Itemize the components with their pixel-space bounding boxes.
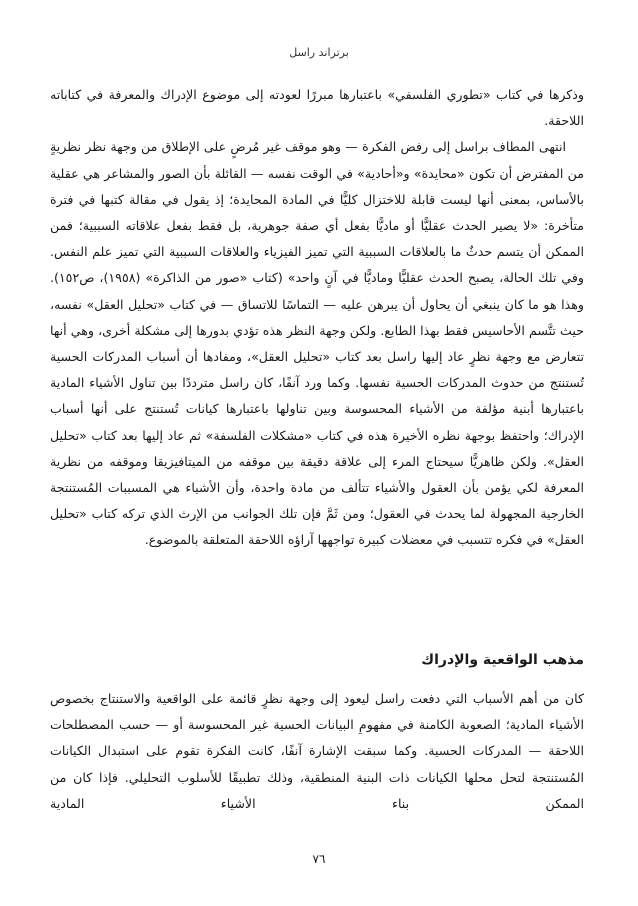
- section-heading: مذهب الواقعية والإدراك: [421, 652, 584, 668]
- section-body: [50, 686, 584, 817]
- section-paragraph: كان من أهم الأسباب التي دفعت راسل ليعود إلى وجهة نظرٍ قائمة على الواقعية والاستنتاج بخصوص الأشياء المادية؛ الصعوبة الكامنة في مفهومِ البيانات الحسية غير المحسوسة أو — حسب المصطلحات اللاحقة — المدركات الحسية. وكما سبقت الإشارة آنفًا، كانت الفكرة تقوم على استبدال الكيانات المُستنتجة لتحل محلها الكيانات ذات البنية المنطقية، وذلك تطبيقًا للأسلوب التحليلي. فإذا كان من الممكن بناء الأشياء المادية: [50, 691, 584, 811]
- paragraph-main: انتهى المطاف براسل إلى رفض الفكرة — وهو موقف غير مُرضٍ على الإطلاق من وجهة نظر نظريةٍ من المفترض أن تكون «محايدة» و«أحادية» في الوقت نفسه — القائلة بأن الصور والمشاعر هي عقلية بالأساس، بمعنى أنها ليست قابلة للاختزال كليًّا في المادة المحايدة؛ إذ يقول في مقالة كتبها في فترة متأخرة: «لا يصير الحدث عقليًّا أو ماديًّا بفعل أي صفة جوهرية، بل فقط بفعل علاقاته السببية؛ فمن الممكن أن يتسم حدثٌ ما بالعلاقات السببية التي تميز الفيزياء والعلاقات السببية التي تميز علم النفس. وفي تلك الحالة، يصبح الحدث عقليًّا وماديًّا في آنٍ واحد» (كتاب «صور من الذاكرة» (١٩٥٨)، ص١٥٢). وهذا هو ما كان ينبغي أن يحاول أن يبرهن عليه — التماسًا للاتساق — في كتاب «تحليل العقل» نفسه، حيث تتَّسم الأحاسيس فقط بهذا الطابع. ولكن وجهة النظر هذه تؤدي بدورها إلى مشكلة أخرى، وهي أنها تتعارض مع وجهة نظرٍ عاد إليها راسل بعد كتاب «تحليل العقل»، ومفادها أن أسباب المدركات الحسية تُستنتج من حدوث المدركات الحسية نفسها. وكما ورد آنفًا، كان راسل مترددًا بين تناول الأشياء المادية باعتبارها أبنية مؤلفة من الأشياء المحسوسة وبين تناولها باعتبارها كيانات تُستنتج على أنها أسباب الإدراك؛ واحتفظ بوجهة نظره الأخيرة هذه في كتاب «مشكلات الفلسفة» ثم عاد إليها بعد كتاب «تحليل العقل». ولكن ظاهريًّا سيحتاج المرء إلى علاقة دقيقة بين موقفه من الميتافيزيقا وموقفه من نظرية المعرفة لكي يؤمن بأن العقول والأشياء تتألف من مادة واحدة، وأن الأشياء هي المسببات المُستنتجة الخارجية المجهولة لما يحدث في العقول؛ ومن ثَمَّ فإن تلك الجوانب من الإرث الذي تركه كتاب «تحليل العقل» في فكره تتسبب في معضلات كبيرة تواجهها آراؤه اللاحقة المتعلقة بالموضوع.: [50, 139, 584, 548]
- running-header-author: برتراند راسل: [289, 46, 349, 59]
- body-text: [50, 82, 584, 554]
- paragraph-intro: وذكرها في كتاب «تطوري الفلسفي» باعتبارها مبررًا لعودته إلى موضوع الإدراك والمعرفة في كتاباته اللاحقة.: [50, 87, 584, 129]
- page-number: ٧٦: [312, 852, 326, 866]
